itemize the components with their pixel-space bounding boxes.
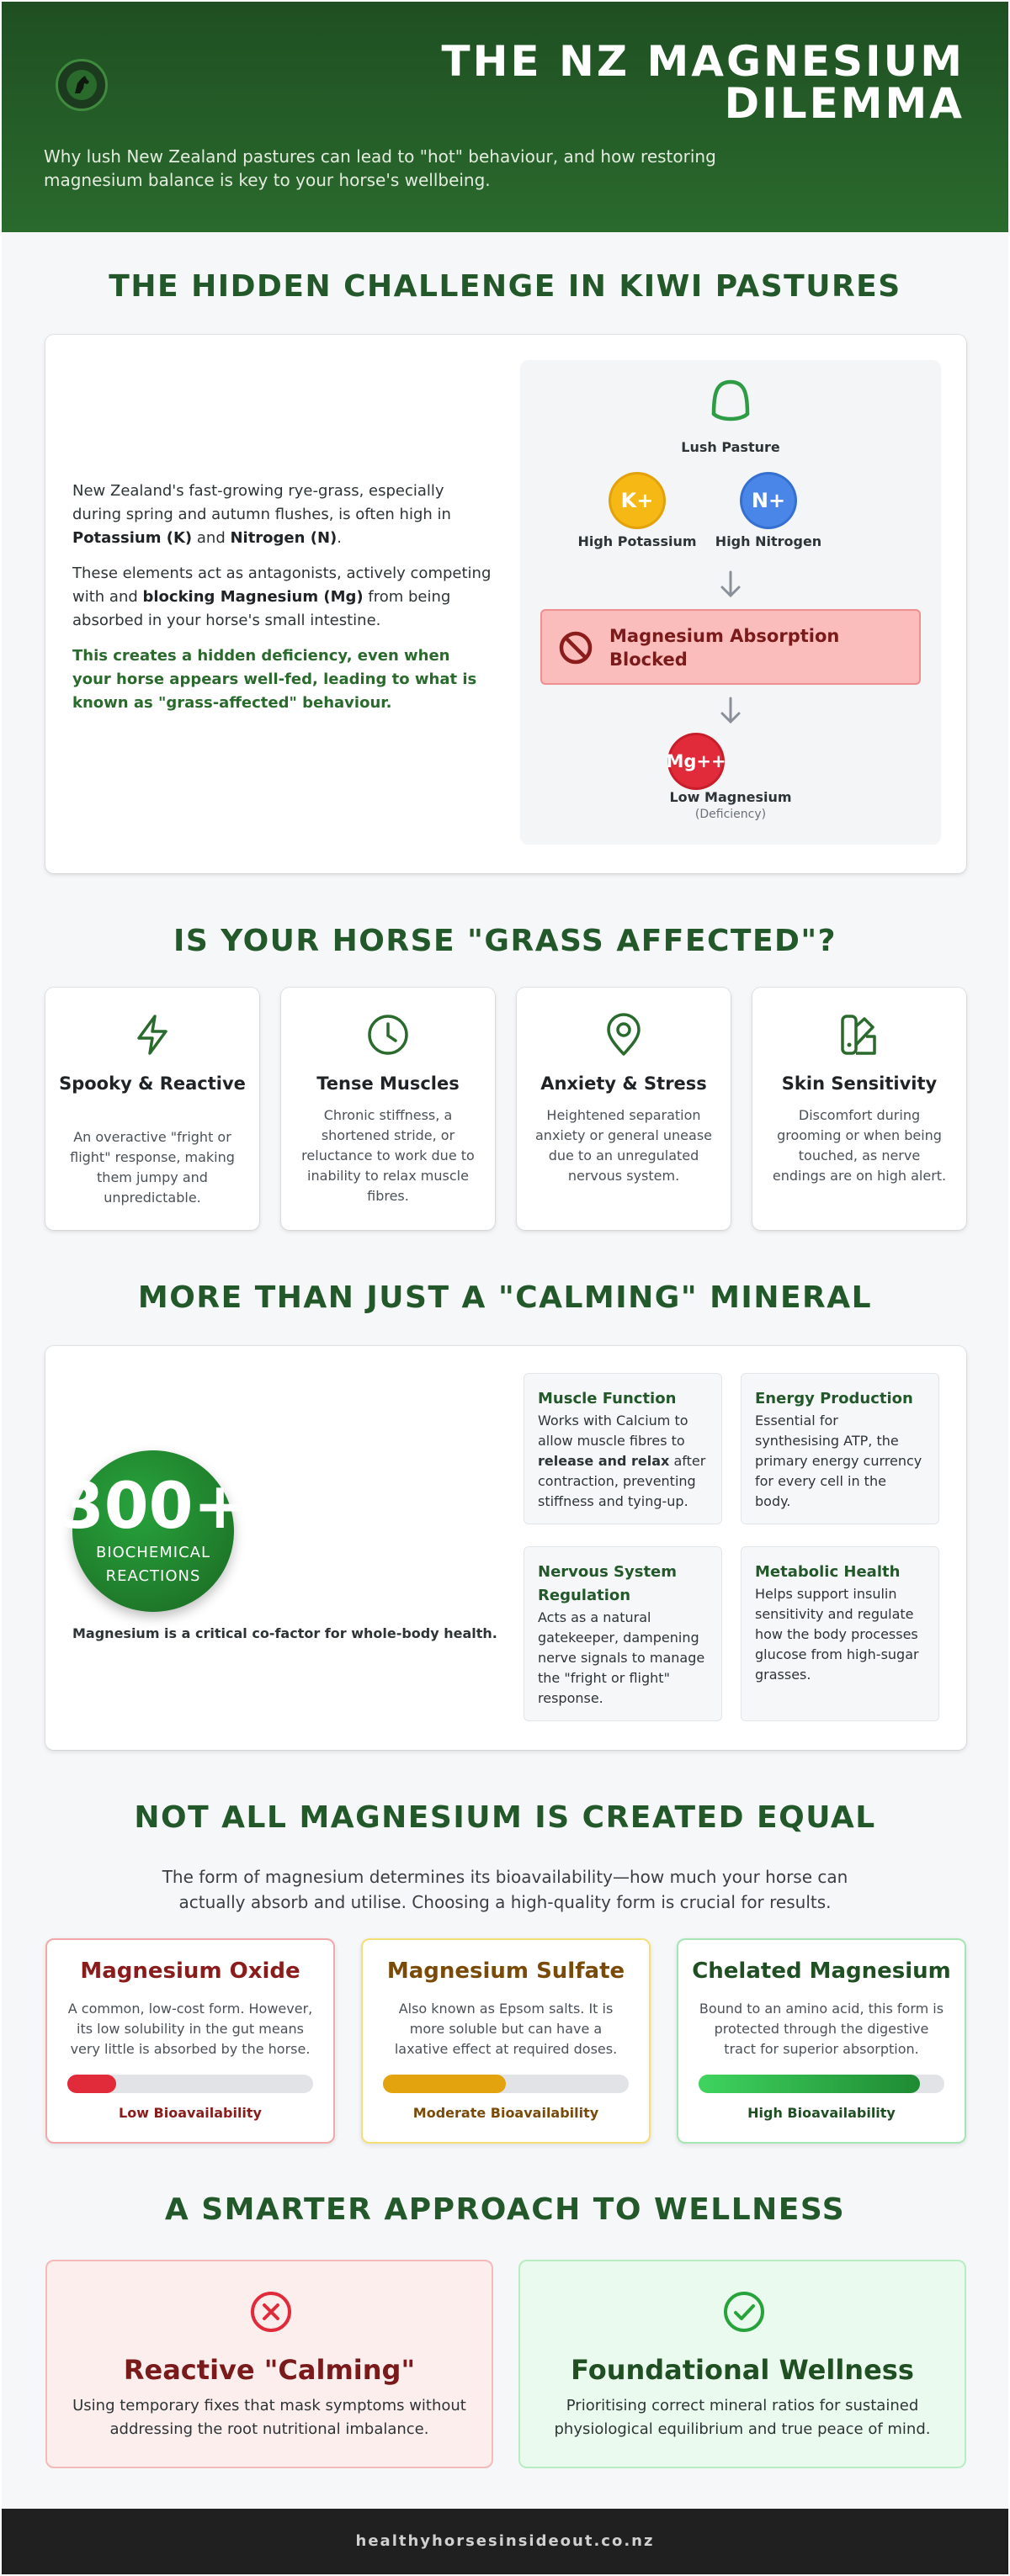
potassium-label: High Potassium bbox=[577, 533, 697, 549]
symptom-text: Chronic stiffness, a shortened stride, or reluctance to work due to inability to relax muscle fibres. bbox=[301, 1107, 475, 1204]
bioavailability-bar bbox=[383, 2075, 629, 2093]
function-text: Essential for synthesising ATP, the primary energy currency for every cell in the body. bbox=[755, 1413, 922, 1509]
page-frame bbox=[2, 2, 1008, 2574]
bioavailability-label: High Bioavailability bbox=[747, 2105, 896, 2121]
footer-url[interactable]: healthyhorsesinsideout.co.nz bbox=[2, 2509, 1008, 2574]
bioavailability-bar bbox=[67, 2075, 313, 2093]
bioavailability-fill bbox=[699, 2075, 920, 2093]
reactions-number: 300+ bbox=[59, 1468, 247, 1543]
reactions-badge bbox=[59, 1450, 247, 1612]
x-circle-icon bbox=[249, 2290, 293, 2334]
symptom-text: An overactive "fright or flight" response, making them jumpy and unpredictable. bbox=[70, 1129, 235, 1206]
pasture-bell-icon bbox=[705, 375, 756, 424]
horse-logo-icon bbox=[56, 59, 108, 111]
magnesium-label: Low Magnesium bbox=[669, 789, 792, 805]
form-description: Bound to an amino acid, this form is protected through the digestive tract for superior absorption. bbox=[699, 2001, 944, 2057]
swatch-icon bbox=[836, 1011, 883, 1058]
arrow-down-icon bbox=[720, 570, 742, 599]
magnesium-deficiency-note: (Deficiency) bbox=[694, 808, 767, 821]
function-card bbox=[524, 1546, 722, 1721]
form-name: Chelated Magnesium bbox=[692, 1959, 951, 1984]
nitrogen-label: High Nitrogen bbox=[715, 533, 822, 549]
symptom-text: Discomfort during grooming or when being touched, as nerve endings are on high alert. bbox=[772, 1107, 947, 1184]
function-title: Nervous System Regulation bbox=[538, 1563, 678, 1604]
lightning-icon bbox=[129, 1011, 176, 1058]
reactive-title: Reactive "Calming" bbox=[123, 2354, 416, 2386]
challenge-card bbox=[45, 335, 966, 873]
form-card-chelated bbox=[677, 1938, 966, 2144]
mineral-caption: Magnesium is a critical co-factor for whole-body health. bbox=[72, 1625, 497, 1641]
potassium-badge: K+ bbox=[611, 474, 663, 527]
form-description: A common, low-cost form. However, its low solubility in the gut means very little is absorbed by the horse. bbox=[67, 2001, 313, 2057]
function-text: Helps support insulin sensitivity and regulate how the body processes glucose from high-sugar grasses. bbox=[755, 1586, 919, 1683]
function-text: Acts as a natural gatekeeper, dampening nerve signals to manage the "fright or flight" response. bbox=[538, 1609, 705, 1706]
function-title: Muscle Function bbox=[538, 1390, 677, 1407]
section-title-approach: A SMARTER APPROACH TO WELLNESS bbox=[164, 2192, 846, 2227]
absorption-diagram bbox=[520, 360, 941, 845]
bioavailability-label: Low Bioavailability bbox=[119, 2105, 262, 2121]
symptom-title: Tense Muscles bbox=[316, 1073, 460, 1094]
function-text: Works with Calcium to allow muscle fibres to release and relax after contraction, preventing stiffness and tying-up. bbox=[538, 1413, 706, 1509]
forms-grid bbox=[45, 1938, 966, 2149]
symptom-text: Heightened separation anxiety or general unease due to an unregulated nervous system. bbox=[535, 1107, 712, 1184]
section-title-mineral: MORE THAN JUST A "CALMING" MINERAL bbox=[137, 1280, 873, 1315]
form-card-oxide bbox=[45, 1938, 335, 2144]
section-title-forms: NOT ALL MAGNESIUM IS CREATED EQUAL bbox=[134, 1800, 876, 1835]
foundational-title: Foundational Wellness bbox=[571, 2354, 914, 2386]
page-title: THE NZ MAGNESIUM DILEMMA bbox=[441, 37, 965, 128]
hero-header bbox=[2, 2, 1008, 232]
section-title-challenge: THE HIDDEN CHALLENGE IN KIWI PASTURES bbox=[109, 269, 901, 304]
page-tagline: Why lush New Zealand pastures can lead to "hot" behaviour, and how restoring magnesium balance is key to your horse's wellbeing. bbox=[44, 146, 716, 190]
function-title: Energy Production bbox=[755, 1390, 913, 1407]
form-card-sulfate bbox=[361, 1938, 651, 2144]
foundational-text: Prioritising correct mineral ratios for sustained physiological equilibrium and true peace of mind. bbox=[554, 2397, 931, 2438]
approach-grid bbox=[45, 2260, 966, 2470]
bioavailability-label: Moderate Bioavailability bbox=[412, 2105, 599, 2121]
symptom-card bbox=[281, 988, 495, 1230]
function-card bbox=[524, 1373, 722, 1524]
prohibited-icon bbox=[557, 629, 594, 666]
symptom-title: Skin Sensitivity bbox=[781, 1073, 938, 1094]
absorption-blocked-box bbox=[540, 609, 921, 685]
challenge-paragraph-3: This creates a hidden deficiency, even when your horse appears well-fed, leading to what is known as "grass-affected" behaviour. bbox=[72, 647, 477, 712]
symptom-title: Spooky & Reactive bbox=[59, 1073, 246, 1094]
pasture-label: Lush Pasture bbox=[681, 439, 780, 455]
form-name: Magnesium Oxide bbox=[80, 1959, 300, 1984]
symptom-card bbox=[45, 988, 259, 1230]
reactions-label: BIOCHEMICAL REACTIONS bbox=[95, 1544, 211, 1585]
form-description: Also known as Epsom salts. It is more soluble but can have a laxative effect at required doses. bbox=[394, 2001, 618, 2057]
section-title-symptoms: IS YOUR HORSE "GRASS AFFECTED"? bbox=[173, 924, 837, 958]
function-card bbox=[741, 1373, 939, 1524]
mineral-card bbox=[45, 1346, 966, 1750]
foundational-card bbox=[518, 2260, 966, 2468]
nitrogen-badge: N+ bbox=[742, 474, 795, 527]
arrow-down-icon bbox=[720, 697, 742, 725]
challenge-text bbox=[72, 480, 493, 727]
challenge-paragraph-1: New Zealand's fast-growing rye-grass, especially during spring and autumn flushes, is often high in Potassium (K) and Nitrogen (N). bbox=[72, 482, 451, 547]
challenge-paragraph-2: These elements act as antagonists, actively competing with and blocking Magnesium (Mg) from being absorbed in your horse's small intestine. bbox=[72, 564, 492, 629]
map-pin-icon bbox=[600, 1011, 647, 1058]
bioavailability-fill bbox=[67, 2075, 116, 2093]
check-circle-icon bbox=[722, 2290, 766, 2334]
reactive-text: Using temporary fixes that mask symptoms without addressing the root nutritional imbalance. bbox=[72, 2397, 466, 2438]
forms-intro: The form of magnesium determines its bioavailability—how much your horse can actually absorb and utilise. Choosing a high-quality form is crucial for results. bbox=[162, 1867, 848, 1912]
symptoms-grid bbox=[45, 988, 966, 1232]
form-name: Magnesium Sulfate bbox=[386, 1959, 625, 1984]
function-title: Metabolic Health bbox=[755, 1563, 901, 1581]
bioavailability-fill bbox=[383, 2075, 506, 2093]
reactive-card bbox=[45, 2260, 493, 2468]
absorption-blocked-label: Magnesium Absorption Blocked bbox=[609, 626, 840, 670]
symptom-card bbox=[517, 988, 731, 1230]
clock-icon bbox=[364, 1011, 412, 1058]
symptom-card bbox=[752, 988, 966, 1230]
bioavailability-bar bbox=[699, 2075, 944, 2093]
function-card bbox=[741, 1546, 939, 1721]
symptom-title: Anxiety & Stress bbox=[540, 1073, 707, 1094]
magnesium-badge: Mg++ bbox=[670, 735, 722, 787]
